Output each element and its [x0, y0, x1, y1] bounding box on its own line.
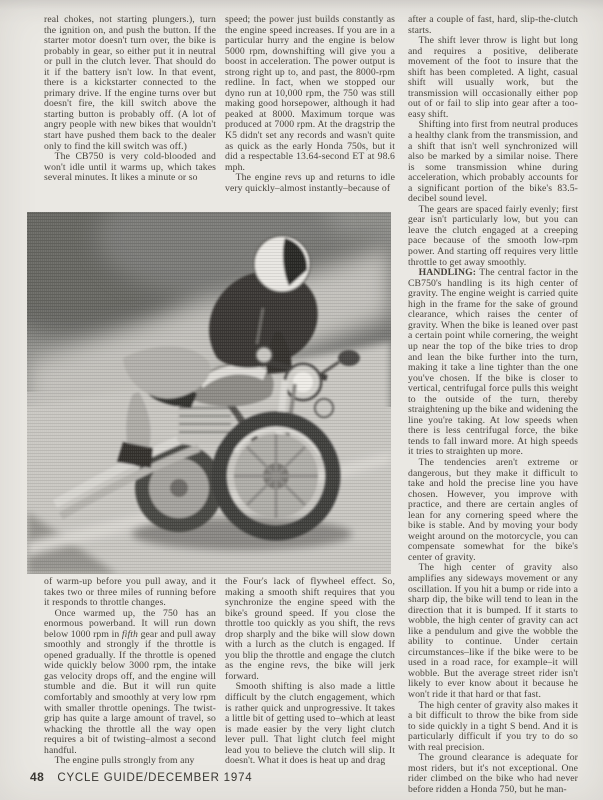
paragraph: of warm-up before you pull away, and it takes two or three miles of running before it responds to throttle changes. [44, 576, 216, 609]
powerband-text-pre: Once warmed up, the 750 has an enormous powerband. It will run down below 1000 rpm in [44, 607, 216, 640]
paragraph: speed; the power just builds constantly as the engine speed increases. If you are in a particular hurry and the engine is below 5000 rpm, downshifting will give you a boost in acceleration. The power output is strong right up to, and past, the 8000-rpm redline. In fact, when we stopped our dyno run at 10,000 rpm, the 750 was still making good horsepower, although it had peaked at 8000. Maximum torque was produced at 7000 rpm. At the dragstrip the K5 didn't set any records and wasn't quite as quick as the early Honda 750s, but it did a respectable 13.64-second ET at 98.6 mph. [225, 14, 395, 173]
motorcycle-photo [27, 212, 391, 574]
page-footer [30, 770, 570, 784]
paragraph: The engine revs up and returns to idle very quickly–almost instantly–because of [225, 172, 395, 194]
paragraph: The tendencies aren't extreme or dangerous, but they make it difficult to take and hold the precise line you have chosen. However, you improve with practice, and there are certain angles of lean for any cornering speed where the bike is stable. And by moving your body weight around on the motorcycle, you can compensate somewhat for the bike's center of gravity. [408, 456, 578, 563]
magazine-title: CYCLE GUIDE/DECEMBER 1974 [57, 772, 253, 784]
powerband-text-post: gear and pull away smoothly and strongly if the throttle is opened gradually. If the throttle is opened wide quickly below 3000 rpm, the intake gas velocity drops off, and the engine will stumble and die. But it will run quite comfortably and smoothly at very low rpm with smaller throttle openings. The twist-grip has quite a large amount of travel, so whacking the throttle all the way open requires a bit of twisting–almost a second handful. [44, 628, 216, 756]
fifth-italic: fifth [121, 628, 139, 640]
handling-text: The central factor in the CB750's handling is its high center of gravity. The engine weight is carried quite high in the frame for the sake of ground clearance, which raises the center of gravity. When the bike is leaned over past a certain point while cornering, the weight up near the top of the bike tries to drop and lean the bike further into the turn, making it take a line tighter than the one you've chosen. If the bike is closer to vertical, centrifugal force pulls this weight to the outside of the turn, thereby straightening up the bike and widening the line you're taking. At low speeds when there is less centrifugal force, the bike tends to fall inward more. At high speeds it tries to straighten up more. [408, 267, 578, 458]
column-middle-bottom [225, 577, 395, 767]
column-left-bottom [44, 577, 216, 767]
paragraph: Smooth shifting is also made a little difficult by the clutch engagement, which is rather quick and unprogressive. It takes a little bit of getting used to–which at least is made easier by the very light clutch lever pull. That light clutch feel might lead you to believe the clutch will slip. It doesn't. What it does is heat up and drag [225, 681, 395, 767]
paragraph [44, 609, 216, 757]
paragraph: The engine pulls strongly from any [54, 755, 195, 767]
paragraph-handling [408, 268, 578, 458]
page-number: 48 [30, 770, 45, 784]
paragraph: the Four's lack of flywheel effect. So, making a smooth shift requires that you synchronize the engine speed with the bike's ground speed. If you close the throttle too quickly as you shift, the revs drop sharply and the bike will slow down with a lurch as the clutch is engaged. If you blip the throttle and engage the clutch as the engine revs, the bike will jerk forward. [225, 576, 395, 682]
paragraph: The shift lever throw is light but long and requires a positive, deliberate movement of the foot to insure that the shift has been completed. A light, casual shift will usually work, but the transmission will occasionally either pop out of or fail to slip into gear after a too-easy shift. [408, 35, 578, 120]
paragraph: real chokes, not starting plungers.), turn the ignition on, and push the button. If the starter motor doesn't turn over, the bike is probably in gear, so either put it in neutral or pull in the clutch lever. That should do it if the battery isn't low. In that event, there is a kickstarter connected to the primary drive. If the engine turns over but doesn't fire, the kill switch above the starting button is probably off. (A lot of angry people with new bikes that wouldn't start have pushed them back to the dealer only to find the kill switch was off.) [44, 14, 216, 152]
paragraph: Shifting into first from neutral produces a healthy clank from the transmission, and a shift that isn't well synchronized will also be marked by a similar noise. There is some transmission whine during acceleration, which probably accounts for a significant portion of the bike's 83.5-decibel sound level. [408, 119, 578, 205]
column-middle-top [225, 15, 395, 194]
paragraph: The high center of gravity also amplifies any sideways movement or any oscillation. If you hit a bump or ride into a sharp dip, the bike will tend to lean in the direction that it is bumped. If it starts to wobble, the high center of gravity can act like a pendulum and give the wobble the ability to continue. Under certain circumstances–like if the bike were to be used in a road race, for example–it will wobble. But the average street rider isn't likely to ever know about it because he won't ride it that hard or that fast. [408, 562, 578, 700]
paragraph: The CB750 is very cold-blooded and won't idle until it warms up, which takes several minutes. It likes a minute or so [44, 151, 216, 184]
handling-heading: HANDLING: [418, 267, 477, 279]
column-left-top [44, 15, 216, 184]
paragraph: after a couple of fast, hard, slip-the-clutch starts. [408, 14, 578, 36]
column-right [408, 14, 578, 795]
paragraph: The ground clearance is adequate for most riders, but it's not exceptional. One rider climbed on the bike who had never before ridden a Honda 750, but he man- [408, 752, 578, 795]
paragraph: The high center of gravity also makes it a bit difficult to throw the bike from side to side quickly in a tight S bend. And it is particularly difficult if you try to do so with real precision. [408, 699, 578, 753]
motorcycle-rider-illustration [27, 212, 391, 574]
paragraph: The gears are spaced fairly evenly; first gear isn't particularly low, but you can leave the clutch engaged at a creeping pace because of the smooth low-rpm power. And starting off requires very little throttle to get away smoothly. [408, 203, 578, 268]
